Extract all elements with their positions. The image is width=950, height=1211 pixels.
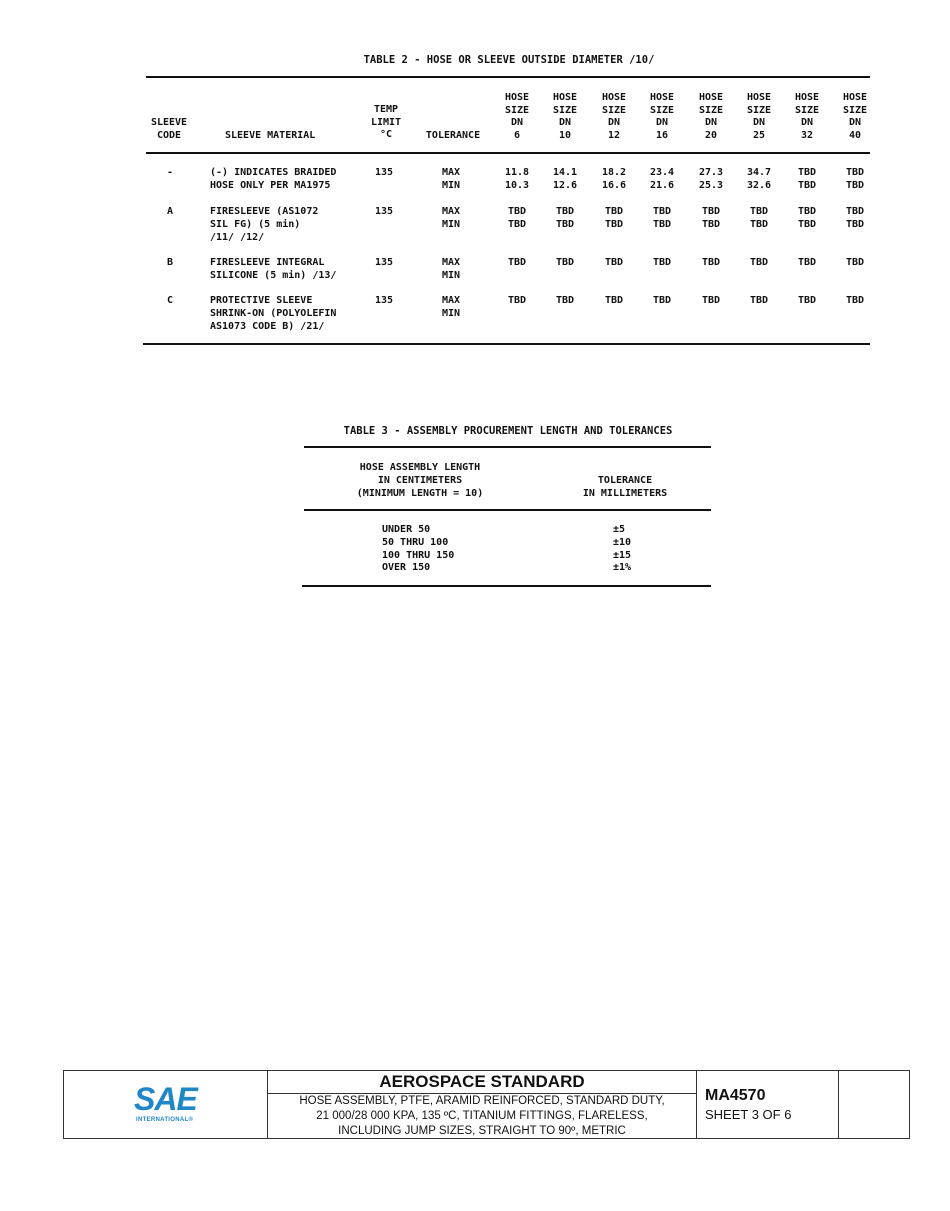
size-value: TBD	[797, 295, 817, 306]
size-value: TBD TBD	[701, 206, 721, 230]
tolerance-value: ±1%	[613, 562, 632, 574]
table3-title: TABLE 3 - ASSEMBLY PROCUREMENT LENGTH AND TOLERANCES	[343, 425, 673, 437]
size-value: TBD	[652, 295, 672, 306]
standard-description: HOSE ASSEMBLY, PTFE, ARAMID REINFORCED, STANDARD DUTY, 21 000/28 000 KPA, 135 ºC, TITANIUM FITTINGS, FLARELESS, INCLUDING JUMP SIZES, STRAIGHT TO 90º, METRIC	[299, 1095, 665, 1137]
logo-cell	[64, 1071, 268, 1138]
length-value: UNDER 50	[382, 524, 431, 535]
size-value: 14.1 12.6	[552, 167, 578, 191]
header-hose-size: HOSE SIZE DN 40	[842, 92, 868, 141]
header-hose-size: HOSE SIZE DN 10	[552, 92, 578, 141]
document-id-cell	[697, 1071, 839, 1138]
sae-logo-subtext: INTERNATIONAL®	[136, 1117, 194, 1123]
header-hose-size: HOSE SIZE DN 25	[746, 92, 772, 141]
table3-header-tolerance: TOLERANCE IN MILLIMETERS	[582, 475, 668, 499]
size-value: 11.8 10.3	[504, 167, 530, 191]
sleeve-code: C	[166, 295, 174, 306]
length-value: 100 THRU 150	[382, 549, 455, 561]
header-sleeve-code: SLEEVE CODE	[150, 117, 188, 141]
temp-limit: 135	[374, 295, 394, 306]
table3-tolerance-column	[613, 524, 631, 575]
size-value: TBD	[604, 257, 624, 268]
size-value: TBD	[845, 295, 865, 306]
table2-bottom-rule	[143, 343, 870, 345]
sleeve-code: A	[166, 206, 174, 217]
length-value: 50 THRU 100	[382, 536, 449, 548]
header-hose-size: HOSE SIZE DN 16	[649, 92, 675, 141]
table3-length-column	[382, 524, 454, 575]
document-number: MA4570	[705, 1087, 766, 1104]
tolerance-value: ±10	[613, 536, 632, 548]
standard-description-cell	[268, 1071, 697, 1138]
size-value: TBD	[701, 257, 721, 268]
temp-limit: 135	[374, 206, 394, 217]
header-temp-limit: TEMP LIMIT °C	[370, 104, 402, 140]
sheet-number: SHEET 3 OF 6	[705, 1107, 792, 1122]
header-sleeve-material: SLEEVE MATERIAL	[225, 130, 316, 141]
sleeve-material: PROTECTIVE SLEEVE SHRINK-ON (POLYOLEFIN AS1073 CODE B) /21/	[210, 295, 337, 332]
size-value: TBD TBD	[652, 206, 672, 230]
size-value: TBD TBD	[797, 206, 817, 230]
sleeve-material: FIRESLEEVE (AS1072 SIL FG) (5 min) /11/ /12/	[210, 206, 319, 243]
sae-logo: SAE	[134, 1081, 197, 1117]
sleeve-material: FIRESLEEVE INTEGRAL SILICONE (5 min) /13/	[210, 257, 337, 281]
standard-title: AEROSPACE STANDARD	[268, 1071, 696, 1094]
sleeve-code: B	[166, 257, 174, 268]
size-value: TBD	[749, 295, 769, 306]
size-value: TBD TBD	[555, 206, 575, 230]
header-tolerance: TOLERANCE	[425, 130, 481, 141]
tolerance: MAX MIN	[441, 206, 461, 230]
header-hose-size: HOSE SIZE DN 32	[794, 92, 820, 141]
revision-cell	[839, 1071, 909, 1138]
size-value: TBD TBD	[797, 167, 817, 191]
size-value: 34.7 32.6	[746, 167, 772, 191]
table2-top-rule	[146, 76, 870, 78]
size-value: TBD	[555, 295, 575, 306]
table2-title: TABLE 2 - HOSE OR SLEEVE OUTSIDE DIAMETER /10/	[363, 54, 655, 66]
size-value: TBD	[797, 257, 817, 268]
header-hose-size: HOSE SIZE DN 20	[698, 92, 724, 141]
size-value: TBD TBD	[604, 206, 624, 230]
size-value: TBD	[749, 257, 769, 268]
size-value: TBD TBD	[845, 167, 865, 191]
size-value: TBD	[845, 257, 865, 268]
tolerance-value: ±5	[613, 524, 626, 535]
tolerance: MAX MIN	[441, 167, 461, 191]
header-hose-size: HOSE SIZE DN 12	[601, 92, 627, 141]
size-value: 27.3 25.3	[698, 167, 724, 191]
header-hose-size: HOSE SIZE DN 6	[504, 92, 530, 141]
size-value: TBD	[701, 295, 721, 306]
size-value: TBD	[604, 295, 624, 306]
size-value: TBD TBD	[507, 206, 527, 230]
length-value: OVER 150	[382, 562, 431, 574]
sleeve-material: (-) INDICATES BRAIDED HOSE ONLY PER MA1975	[210, 167, 337, 191]
table2-header-rule	[146, 152, 870, 154]
title-block	[63, 1070, 910, 1139]
size-value: TBD	[507, 257, 527, 268]
size-value: TBD TBD	[845, 206, 865, 230]
size-value: TBD TBD	[749, 206, 769, 230]
temp-limit: 135	[374, 167, 394, 178]
sleeve-code: -	[166, 167, 174, 178]
table3-header-rule	[304, 509, 711, 511]
table3-top-rule	[304, 446, 711, 448]
size-value: 23.4 21.6	[649, 167, 675, 191]
size-value: TBD	[555, 257, 575, 268]
tolerance: MAX MIN	[441, 257, 461, 281]
size-value: TBD	[507, 295, 527, 306]
table3-bottom-rule	[302, 585, 711, 587]
tolerance-value: ±15	[613, 549, 632, 561]
size-value: TBD	[652, 257, 672, 268]
size-value: 18.2 16.6	[601, 167, 627, 191]
tolerance: MAX MIN	[441, 295, 461, 319]
table3-header-length: HOSE ASSEMBLY LENGTH IN CENTIMETERS (MINIMUM LENGTH = 10)	[356, 462, 484, 499]
temp-limit: 135	[374, 257, 394, 268]
